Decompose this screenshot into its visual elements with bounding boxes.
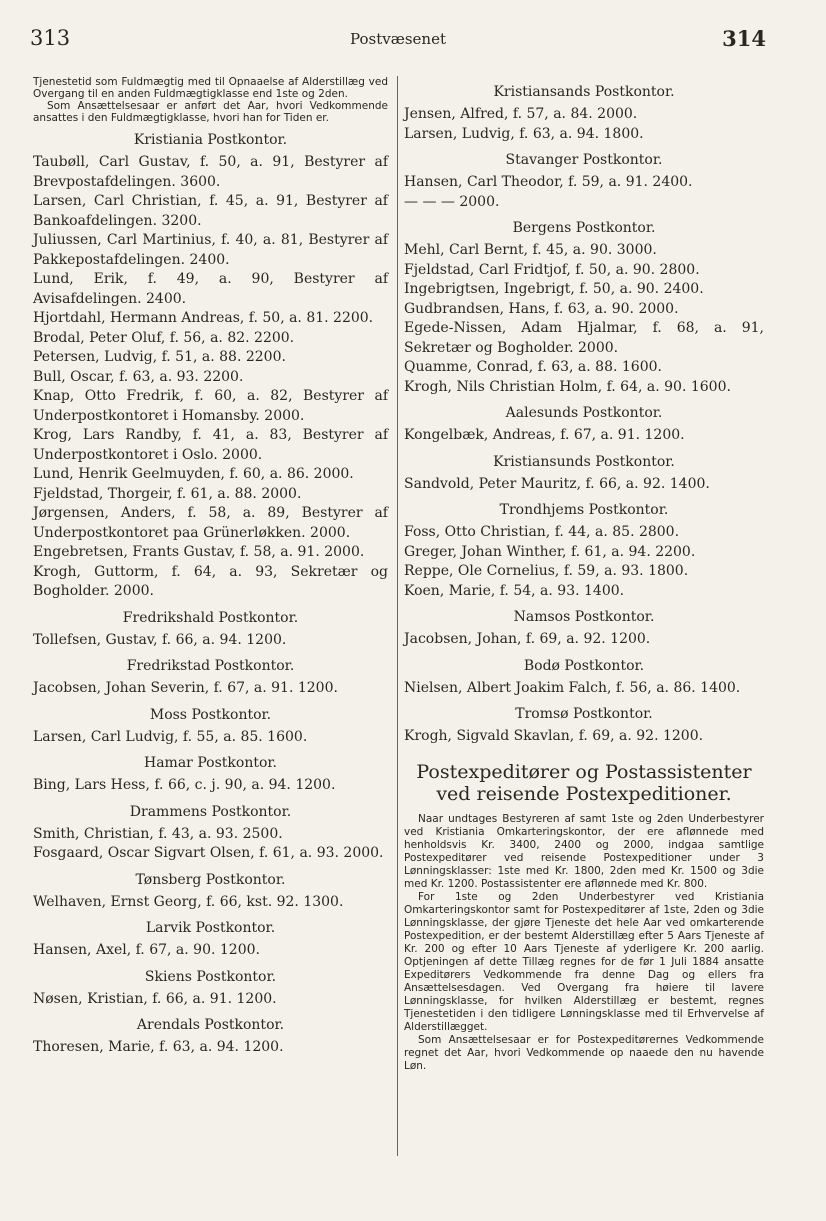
office-title: Kristiansands Postkontor. xyxy=(493,84,675,100)
section-title-line: Postexpeditører og Postassistenter xyxy=(416,760,752,783)
column-divider xyxy=(397,76,398,1156)
office-title: Tønsberg Postkontor. xyxy=(135,871,286,888)
left-office-list xyxy=(33,132,388,1058)
office-title: Bergens Postkontor. xyxy=(512,220,656,236)
employee-entry: Hansen, Axel, f. 67, a. 90. 1200. xyxy=(33,942,260,958)
office-title: Skiens Postkontor. xyxy=(144,968,277,985)
office-title: Larvik Postkontor. xyxy=(145,920,276,936)
employee-entry: Nielsen, Albert Joakim Falch, f. 56, a. 86. 1400. xyxy=(404,679,741,696)
page-number-right: 314 xyxy=(722,26,766,51)
page-number-left: 313 xyxy=(30,26,71,50)
employee-entry: Gudbrandsen, Hans, f. 63, a. 90. 2000. xyxy=(404,300,679,317)
employee-entry: Ingebrigtsen, Ingebrigt, f. 50, a. 90. 2400. xyxy=(404,281,704,297)
postkontor-section xyxy=(33,658,388,699)
right-office-list xyxy=(404,84,764,747)
office-title: Hamar Postkontor. xyxy=(144,755,277,771)
employee-entry: Bull, Oscar, f. 63, a. 93. 2200. xyxy=(33,368,244,385)
employee-entry: Nøsen, Kristian, f. 66, a. 91. 1200. xyxy=(33,990,277,1007)
employee-entry: Thoresen, Marie, f. 63, a. 94. 1200. xyxy=(33,1039,284,1055)
employee-entry: Egede-Nissen, Adam Hjalmar, f. 68, a. 91, Sekretær og Bogholder. 2000. xyxy=(404,320,764,356)
office-title: Kristiania Postkontor. xyxy=(133,132,288,148)
postkontor-section xyxy=(404,502,764,601)
employee-entry: Hjortdahl, Hermann Andreas, f. 50, a. 81. 2200. xyxy=(33,310,374,326)
employee-entry: Kongelbæk, Andreas, f. 67, a. 91. 1200. xyxy=(404,427,685,443)
section-title-line: ved reisende Postexpeditioner. xyxy=(436,782,732,805)
postkontor-section xyxy=(404,454,764,495)
office-title: Aalesunds Postkontor. xyxy=(505,405,663,421)
page-header xyxy=(30,26,766,56)
office-title: Fredrikstad Postkontor. xyxy=(126,658,295,674)
employee-entry: Larsen, Carl Christian, f. 45, a. 91, Bestyrer af Bankoafdelingen. 3200. xyxy=(33,193,388,229)
employee-entry: Mehl, Carl Bernt, f. 45, a. 90. 3000. xyxy=(404,242,657,258)
postkontor-section xyxy=(33,804,388,864)
office-title: Bodø Postkontor. xyxy=(523,657,645,674)
employee-entry: Fjeldstad, Carl Fridtjof, f. 50, a. 90. 2800. xyxy=(404,261,700,278)
postkontor-section xyxy=(33,132,388,602)
office-title: Stavanger Postkontor. xyxy=(505,152,663,168)
postkontor-section xyxy=(33,610,388,651)
employee-entry: Sandvold, Peter Mauritz, f. 66, a. 92. 1400. xyxy=(404,475,710,492)
postkontor-section xyxy=(404,706,764,747)
employee-entry: Welhaven, Ernst Georg, f. 66, kst. 92. 1300. xyxy=(33,893,344,910)
postkontor-section xyxy=(33,707,388,748)
employee-entry: Krogh, Sigvald Skavlan, f. 69, a. 92. 1200. xyxy=(404,728,704,744)
postkontor-section xyxy=(404,220,764,397)
postkontor-section xyxy=(33,872,388,913)
employee-entry: Engebretsen, Frants Gustav, f. 58, a. 91. 2000. xyxy=(33,544,365,560)
employee-entry: Lund, Erik, f. 49, a. 90, Bestyrer af Avisafdelingen. 2400. xyxy=(33,271,388,307)
employee-entry: Bing, Lars Hess, f. 66, c. j. 90, a. 94. 1200. xyxy=(33,777,336,793)
running-title: Postvæsenet xyxy=(350,30,446,48)
employee-entry: Petersen, Ludvig, f. 51, a. 88. 2200. xyxy=(33,349,286,365)
intro-paragraph: Som Ansættelsesaar er anført det Aar, hvori Vedkommende ansattes i den Fuldmægtigklasse, hvori han for Tiden er. xyxy=(33,100,388,124)
employee-entry: Jørgensen, Anders, f. 58, a. 89, Bestyrer af Underpostkontoret paa Grünerløkken. 2000. xyxy=(33,505,388,541)
postkontor-section xyxy=(404,405,764,446)
employee-entry: Lund, Henrik Geelmuyden, f. 60, a. 86. 2000. xyxy=(33,466,354,482)
employee-entry: Larsen, Ludvig, f. 63, a. 94. 1800. xyxy=(404,125,644,142)
intro-paragraph: Tjenestetid som Fuldmægtig med til Opnaaelse af Alderstillæg ved Overgang til en anden Fuldmægtigklasse end 1ste og 2den. xyxy=(33,76,388,100)
right-column xyxy=(404,76,764,1073)
postkontor-section xyxy=(33,969,388,1010)
employee-entry: Fosgaard, Oscar Sigvart Olsen, f. 61, a. 93. 2000. xyxy=(33,845,384,861)
employee-entry: Foss, Otto Christian, f. 44, a. 85. 2800. xyxy=(404,524,680,540)
office-title: Namsos Postkontor. xyxy=(513,609,655,625)
employee-entry: Krogh, Nils Christian Holm, f. 64, a. 90. 1600. xyxy=(404,378,731,395)
employee-entry: Jacobsen, Johan Severin, f. 67, a. 91. 1200. xyxy=(33,680,338,696)
postkontor-section xyxy=(33,920,388,961)
employee-entry: Brodal, Peter Oluf, f. 56, a. 82. 2200. xyxy=(33,329,295,346)
office-title: Kristiansunds Postkontor. xyxy=(493,453,675,470)
office-title: Trondhjems Postkontor. xyxy=(499,502,669,518)
employee-entry: Quamme, Conrad, f. 63, a. 88. 1600. xyxy=(404,359,662,375)
employee-entry: Reppe, Ole Cornelius, f. 59, a. 93. 1800. xyxy=(404,563,689,579)
office-title: Moss Postkontor. xyxy=(149,706,272,723)
office-title: Tromsø Postkontor. xyxy=(515,706,653,722)
employee-entry: — — — 2000. xyxy=(404,193,500,210)
left-column xyxy=(33,76,388,1058)
employee-entry: Greger, Johan Winther, f. 61, a. 94. 2200. xyxy=(404,543,696,560)
section-paragraph: Som Ansættelsesaar er for Postexpeditørernes Vedkommende regnet det Aar, hvori Vedkommende op naaede den nu havende Løn. xyxy=(404,1033,764,1072)
employee-entry: Smith, Christian, f. 43, a. 93. 2500. xyxy=(33,825,283,842)
employee-entry: Koen, Marie, f. 54, a. 93. 1400. xyxy=(404,582,625,599)
section-title xyxy=(404,761,764,805)
employee-entry: Juliussen, Carl Martinius, f. 40, a. 81, Bestyrer af Pakkepostafdelingen. 2400. xyxy=(33,232,388,268)
section-paragraph: Naar undtages Bestyreren af samt 1ste og 2den Underbestyrer ved Kristiania Omkarteringskontor, der ere aflønnede med henholdsvis Kr. 3400, 2400 og 2000, indgaa samtlige Postexpeditører ved reisende Postexpeditioner under 3 Lønningsklasser: 1ste med Kr. 1800, 2den med Kr. 1500 og 3die med Kr. 1200. Postassistenter ere aflønnede med Kr. 800. xyxy=(404,812,764,890)
employee-entry: Knap, Otto Fredrik, f. 60, a. 82, Bestyrer af Underpostkontoret i Homansby. 2000. xyxy=(33,388,388,424)
employee-entry: Hansen, Carl Theodor, f. 59, a. 91. 2400. xyxy=(404,174,693,190)
employee-entry: Taubøll, Carl Gustav, f. 50, a. 91, Bestyrer af Brevpostafdelingen. 3600. xyxy=(33,154,388,190)
office-title: Drammens Postkontor. xyxy=(129,803,292,820)
postkontor-section xyxy=(33,1017,388,1058)
postkontor-section xyxy=(404,609,764,650)
section-paragraph: For 1ste og 2den Underbestyrer ved Kristiania Omkarteringskontor samt for Postexpeditører af 1ste, 2den og 3die Lønningsklasse, der gjøre Tjeneste det hele Aar ved omkarterende Postexpedition, er der bestemt Alderstillæg efter 5 Aars Tjeneste af Kr. 200 og efter 10 Aars Tjeneste af yderligere Kr. 200 aarlig. Optjeningen af dette Tillæg regnes for de før 1 Juli 1884 ansatte Expeditørers Vedkommende fra denne Dag og ellers fra Ansættelsesdagen. Ved Overgang fra høiere til lavere Lønningsklasse, for hvilken Alderstillæg er bestemt, regnes Tjenestetiden i den tidligere Lønningsklasse med til Erhvervelse af Alderstillægget. xyxy=(404,890,764,1033)
employee-entry: Fjeldstad, Thorgeir, f. 61, a. 88. 2000. xyxy=(33,485,302,502)
office-title: Arendals Postkontor. xyxy=(136,1017,285,1033)
postkontor-section xyxy=(404,658,764,699)
employee-entry: Krog, Lars Randby, f. 41, a. 83, Bestyrer af Underpostkontoret i Oslo. 2000. xyxy=(33,427,388,463)
postkontor-section xyxy=(404,84,764,144)
employee-entry: Larsen, Carl Ludvig, f. 55, a. 85. 1600. xyxy=(33,728,308,745)
employee-entry: Tollefsen, Gustav, f. 66, a. 94. 1200. xyxy=(33,631,287,648)
employee-entry: Jacobsen, Johan, f. 69, a. 92. 1200. xyxy=(404,631,651,647)
employee-entry: Jensen, Alfred, f. 57, a. 84. 2000. xyxy=(404,106,638,122)
postkontor-section xyxy=(404,152,764,212)
employee-entry: Krogh, Guttorm, f. 64, a. 93, Sekretær og Bogholder. 2000. xyxy=(33,563,388,599)
postkontor-section xyxy=(33,755,388,796)
office-title: Fredrikshald Postkontor. xyxy=(122,609,299,626)
